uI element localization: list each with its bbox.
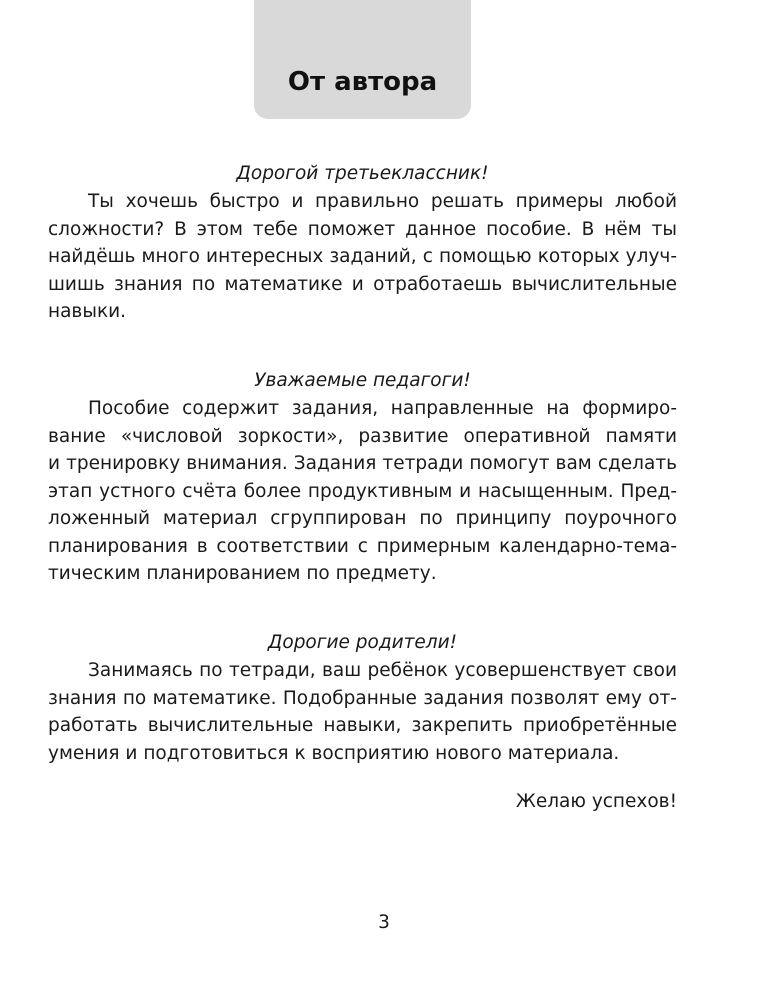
section-parents (48, 629, 677, 767)
text-line: найдёшь много интересных заданий, с помощью которых улуч- (48, 246, 677, 267)
text-line: вание «числовой зоркости», развитие оперативной памяти (48, 425, 677, 447)
greeting-student: Дорогой третьеклассник! (236, 163, 489, 184)
paragraph-teachers (48, 395, 677, 588)
text-line: навыки. (48, 301, 127, 322)
page-title: От автора (287, 67, 438, 97)
text-line: работать вычислительные навыки, закрепить приобретённые (48, 715, 677, 736)
paragraph-parents (48, 657, 677, 767)
text-line: ложенный материал сгруппирован по принципу поурочного (48, 508, 677, 529)
section-teachers (48, 367, 677, 588)
paragraph-student (48, 188, 677, 326)
text-line: умения и подготовиться к восприятию нового материала. (48, 742, 620, 764)
text-line: и тренировку внимания. Задания тетради помогут вам сделать (48, 453, 677, 474)
section-student (48, 160, 677, 326)
greeting-teachers: Уважаемые педагоги! (254, 370, 471, 391)
page-number: 3 (378, 912, 390, 933)
text-line: сложности? В этом тебе поможет данное пособие. В нём ты (48, 218, 677, 240)
text-line: планирования в соответствии с примерным календарно-тема- (48, 535, 677, 557)
greeting-parents: Дорогие родители! (267, 632, 458, 653)
text-line: этап устного счёта более продуктивным и насыщенным. Пред- (48, 480, 677, 502)
closing-wish: Желаю успехов! (515, 791, 677, 812)
text-line: Пособие содержит задания, направленные на формиро- (88, 398, 677, 419)
text-line: Занимаясь по тетради, ваш ребёнок усовершенствует свои (88, 660, 677, 681)
text-line: Ты хочешь быстро и правильно решать примеры любой (88, 191, 677, 212)
header-tab (254, 0, 471, 119)
text-line: тическим планированием по предмету. (48, 563, 437, 584)
text-line: шишь знания по математике и отработаешь вычислительные (48, 273, 677, 295)
text-line: знания по математике. Подобранные задания позволят ему от- (48, 687, 677, 709)
